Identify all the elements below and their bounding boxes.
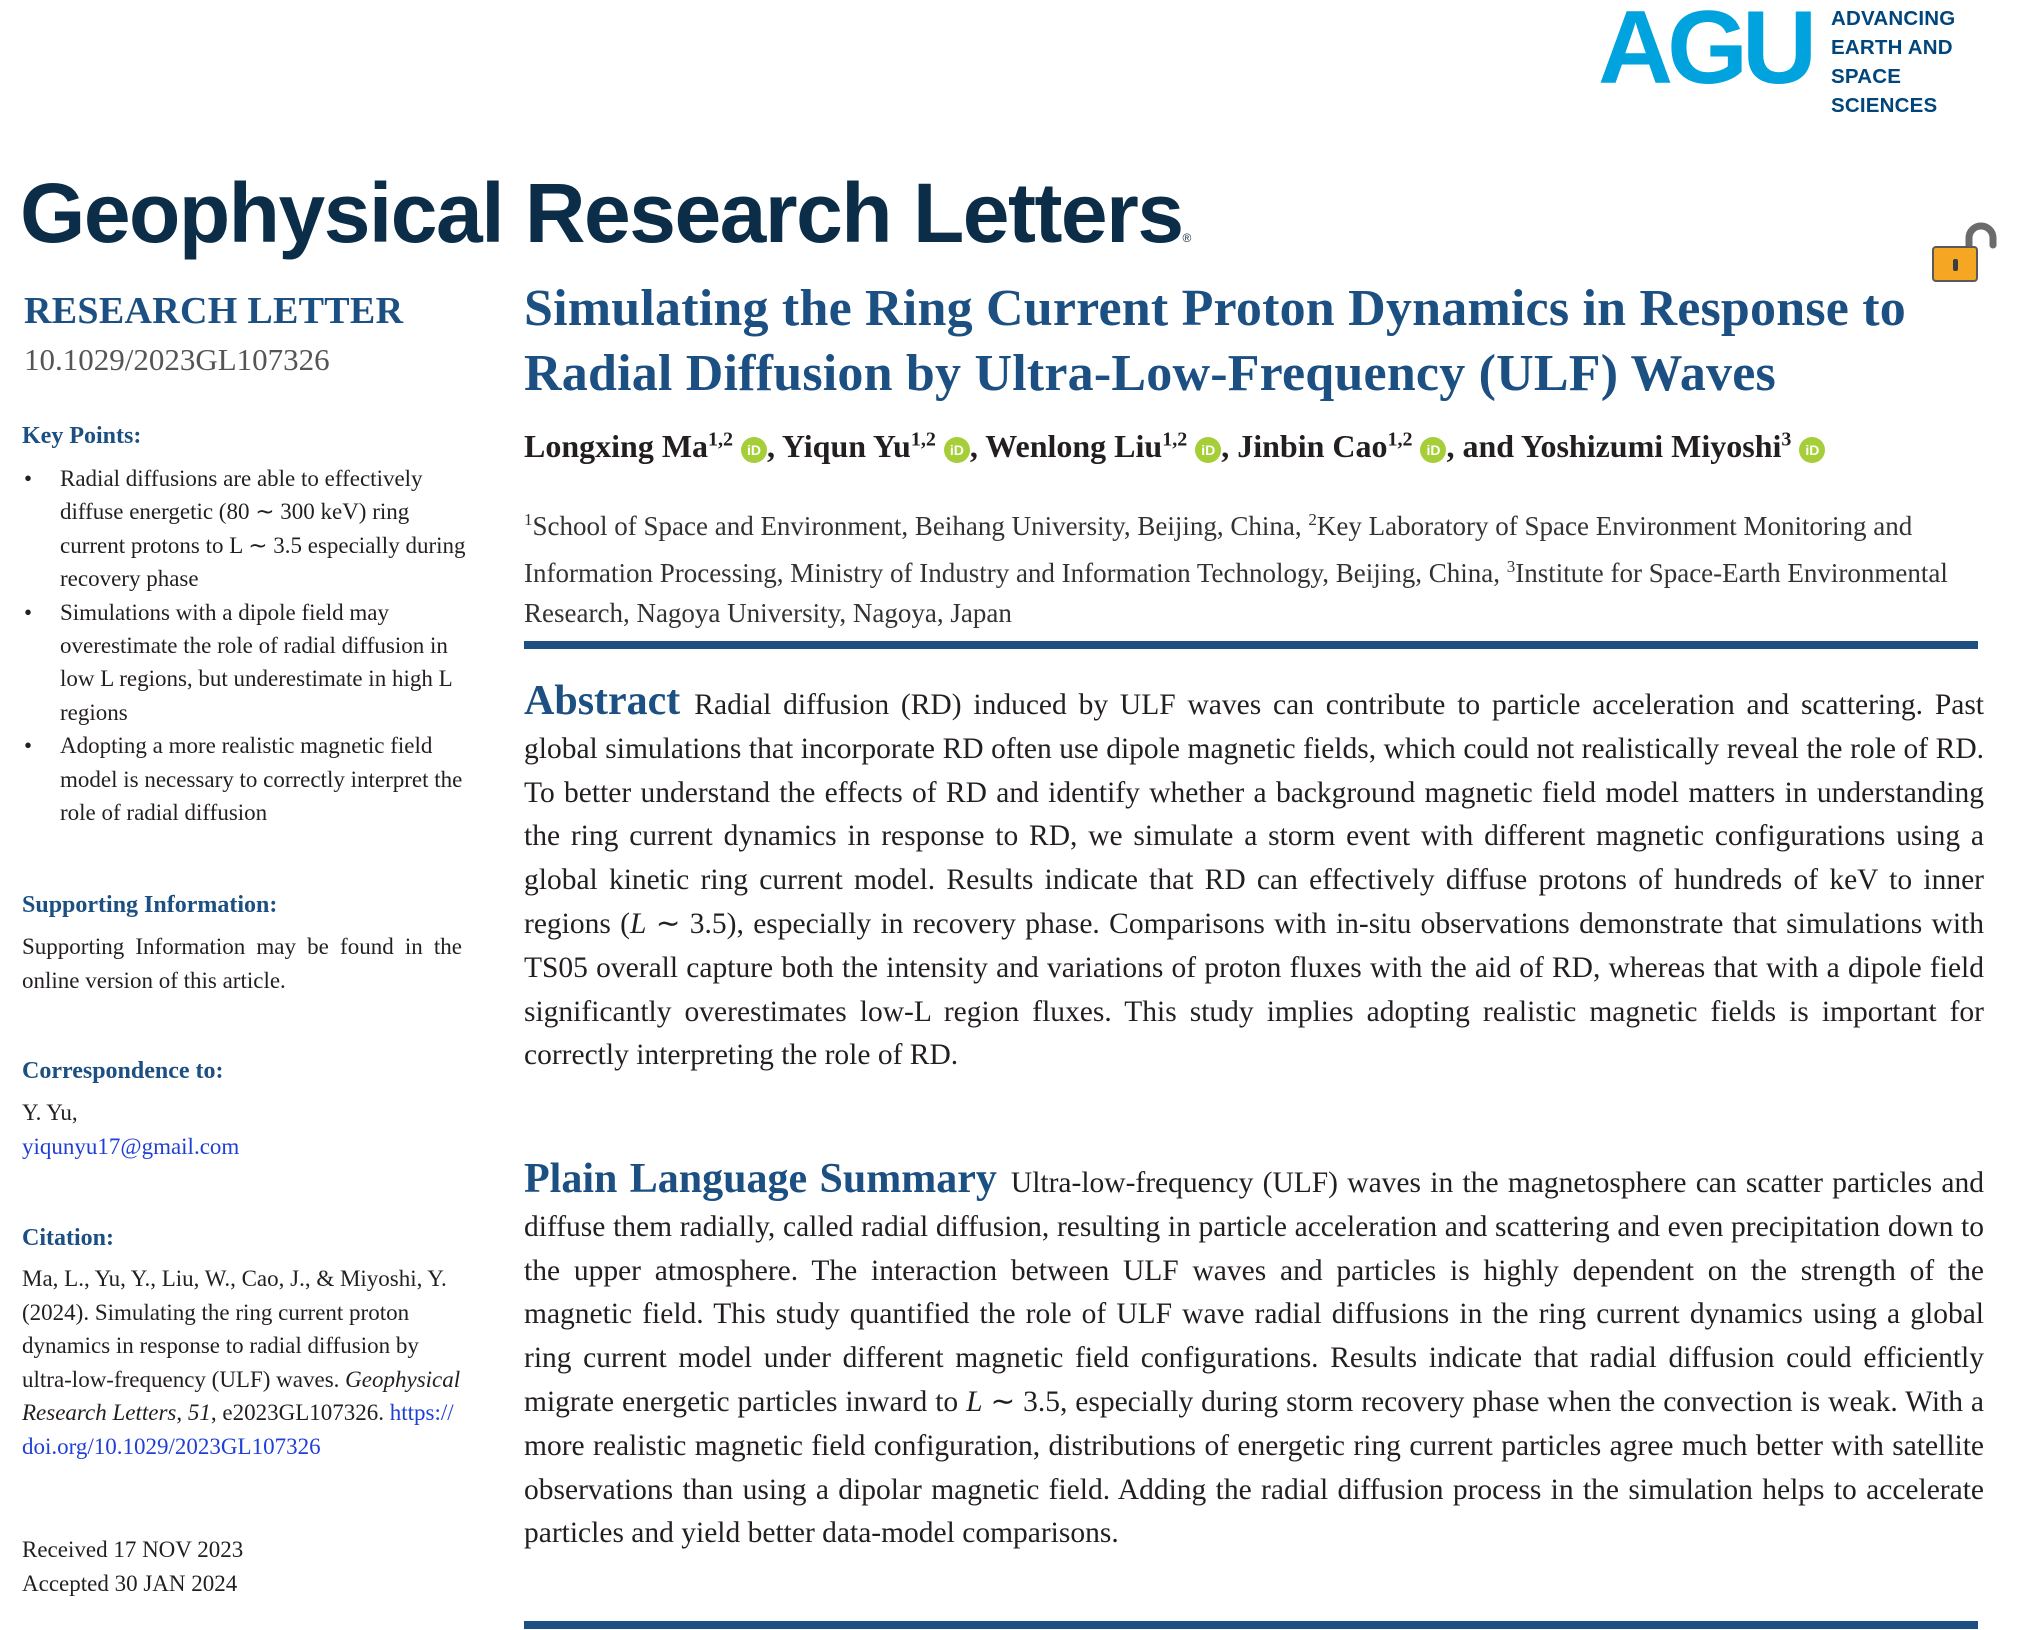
author[interactable]: [1237, 428, 1412, 464]
bullet-icon: •: [24, 466, 33, 491]
open-access-lock-icon: [1931, 221, 2003, 283]
agu-logo[interactable]: [1598, 2, 2008, 117]
article-title: Simulating the Ring Current Proton Dynamics in Response to Radial Diffusion by Ultra-Low-Frequency (ULF) Waves: [524, 280, 1906, 402]
key-point-text: Radial diffusions are able to effectively diffuse energetic (80 ∼ 300 keV) ring current protons to L ∼ 3.5 especially during recovery phase: [60, 466, 466, 592]
affiliation-number: 1: [524, 510, 533, 529]
author-affiliation-marker: 1,2: [708, 428, 734, 451]
plain-language-heading: Plain Language Summary: [524, 1156, 997, 1202]
article-doi[interactable]: 10.1029/2023GL107326: [24, 342, 330, 377]
key-point-text: Simulations with a dipole field may overestimate the role of radial diffusion in low L regions, but underestimate in high L regions: [60, 599, 452, 725]
abstract-text: Radial diffusion (RD) induced by ULF waves can contribute to particle acceleration and scattering. Past global simulations that incorporate RD often use dipole magnetic fields, which could not realistically reveal the role of RD. To better understand the effects of RD and identify whether a background magnetic field model matters in understanding the ring current dynamics in response to RD, we simulate a storm event with different magnetic configurations using a global kinetic ring current model. Results indicate that RD can effectively diffuse protons of hundreds of keV to inner regions (: [524, 689, 1984, 940]
author-separator: , and: [1446, 428, 1521, 464]
author-affiliation-marker: 1,2: [1162, 428, 1188, 451]
key-points-list: [22, 462, 472, 829]
citation-heading: Citation:: [22, 1225, 114, 1251]
plain-language-text-continued: ∼ 3.5, especially during storm recovery phase when the convection is weak. With a more realistic magnetic field configuration, distributions of energetic ring current particles agree much better with satellite observations than using a dipolar magnetic field. Adding the radial diffusion process in the simulation helps to accelerate particles and yield better data-model comparisons.: [524, 1385, 1984, 1550]
orcid-icon[interactable]: iD: [944, 437, 970, 463]
agu-tagline-line: SPACE SCIENCES: [1831, 65, 1938, 117]
article-type: RESEARCH LETTER: [24, 290, 404, 332]
bullet-icon: •: [24, 599, 33, 625]
citation-article-id: , e2023GL107326.: [210, 1400, 390, 1425]
orcid-icon[interactable]: iD: [741, 437, 767, 463]
affiliations: [524, 500, 1964, 634]
agu-tagline: [1831, 4, 2008, 120]
author-list: [524, 428, 1825, 465]
author-affiliation-marker: 1,2: [1387, 428, 1413, 451]
citation-text: [22, 1262, 462, 1463]
plain-language-text: Ultra-low-frequency (ULF) waves in the magnetosphere can scatter particles and diffuse them radially, called radial diffusion, resulting in particle acceleration and scattering and even precipitation down to the upper atmosphere. The interaction between ULF waves and particles is highly dependent on the strength of the magnetic field. This study quantified the role of ULF wave radial diffusions in the ring current dynamics using a global ring current model under different magnetic field configurations. Results indicate that radial diffusion could efficiently migrate energetic particles inward to: [524, 1167, 1984, 1418]
author-name: Longxing Ma: [524, 428, 709, 464]
agu-tagline-line: ADVANCING: [1831, 7, 1956, 30]
affiliation-text: School of Space and Environment, Beihang University, Beijing, China,: [532, 511, 1309, 541]
author[interactable]: [524, 428, 733, 464]
supporting-info-heading: Supporting Information:: [22, 892, 278, 918]
author[interactable]: [782, 428, 936, 464]
abstract-heading: Abstract: [524, 678, 681, 724]
author-separator: ,: [1221, 428, 1238, 464]
author-affiliation-marker: 1,2: [910, 428, 936, 451]
orcid-icon[interactable]: iD: [1799, 437, 1825, 463]
affiliation-number: 3: [1506, 556, 1516, 576]
affiliation-number: 2: [1308, 510, 1317, 529]
section-divider: [524, 641, 1978, 649]
author-name: Yoshizumi Miyoshi: [1520, 428, 1782, 464]
correspondence-heading: Correspondence to:: [22, 1058, 224, 1084]
key-point-item: [22, 462, 472, 596]
citation-authors-title: Ma, L., Yu, Y., Liu, W., Cao, J., & Miyoshi, Y. (2024). Simulating the ring current proton dynamics in response to radial diffusion by ultra-low-frequency (ULF) waves.: [22, 1266, 447, 1392]
abstract-text-continued: ∼ 3.5), especially in recovery phase. Comparisons with in-situ observations demonstrate that simulations with TS05 overall capture both the intensity and variations of proton fluxes with the aid of RD, whereas that with a dipole field significantly overestimates low-L region fluxes. This study implies adopting realistic magnetic fields is important for correctly interpreting the role of RD.: [524, 907, 1984, 1072]
author-name: Jinbin Cao: [1237, 428, 1388, 464]
journal-name: Geophysical Research Letters: [20, 166, 1183, 260]
correspondence-block: [22, 1096, 462, 1163]
citation-doi-link[interactable]: https://doi.org/10.1029/2023GL107326: [22, 1400, 454, 1459]
author-separator: ,: [969, 428, 986, 464]
citation-journal: Geophysical Research Letters: [22, 1366, 461, 1425]
plain-language-symbol-l: L: [966, 1385, 983, 1418]
key-point-item: [22, 729, 472, 829]
key-points-heading: Key Points:: [22, 423, 142, 449]
author-name: Wenlong Liu: [985, 428, 1163, 464]
svg-text:AGU: AGU: [1598, 2, 1812, 92]
abstract-section: [524, 680, 1984, 1078]
citation-volume: 51: [187, 1400, 211, 1425]
author-affiliation-marker: 3: [1781, 428, 1792, 451]
correspondence-email-link[interactable]: yiqunyu17@gmail.com: [22, 1133, 240, 1159]
affiliation-text: Institute for Space-Earth Environmental Research, Nagoya University, Nagoya, Japan: [524, 557, 1948, 628]
author[interactable]: [985, 428, 1187, 464]
author-name: Yiqun Yu: [781, 428, 911, 464]
received-date: Received 17 NOV 2023: [22, 1537, 244, 1562]
section-divider: [524, 1621, 1978, 1629]
agu-wordmark-icon: [1598, 2, 1828, 92]
abstract-symbol-l: L: [630, 907, 647, 940]
dates-block: [22, 1533, 462, 1600]
orcid-icon[interactable]: iD: [1420, 437, 1446, 463]
accepted-date: Accepted 30 JAN 2024: [22, 1570, 238, 1596]
journal-title: [20, 163, 1191, 263]
supporting-info-text: Supporting Information may be found in the online version of this article.: [22, 934, 462, 993]
citation-separator: ,: [176, 1400, 188, 1425]
agu-tagline-line: EARTH AND: [1831, 36, 1953, 59]
author[interactable]: [1521, 428, 1791, 464]
orcid-icon[interactable]: iD: [1195, 437, 1221, 463]
bullet-icon: •: [24, 733, 33, 759]
plain-language-summary-section: [524, 1158, 1984, 1556]
registered-mark: ®: [1182, 231, 1192, 245]
key-point-item: [22, 596, 472, 730]
author-separator: ,: [767, 428, 782, 464]
correspondence-name: Y. Yu,: [22, 1100, 78, 1125]
key-point-text: Adopting a more realistic magnetic field model is necessary to correctly interpret the role of radial diffusion: [60, 733, 463, 826]
affiliation-text: Key Laboratory of Space Environment Monitoring and Information Processing, Ministry of Industry and Information Technology, Beijing, China,: [524, 511, 1913, 588]
